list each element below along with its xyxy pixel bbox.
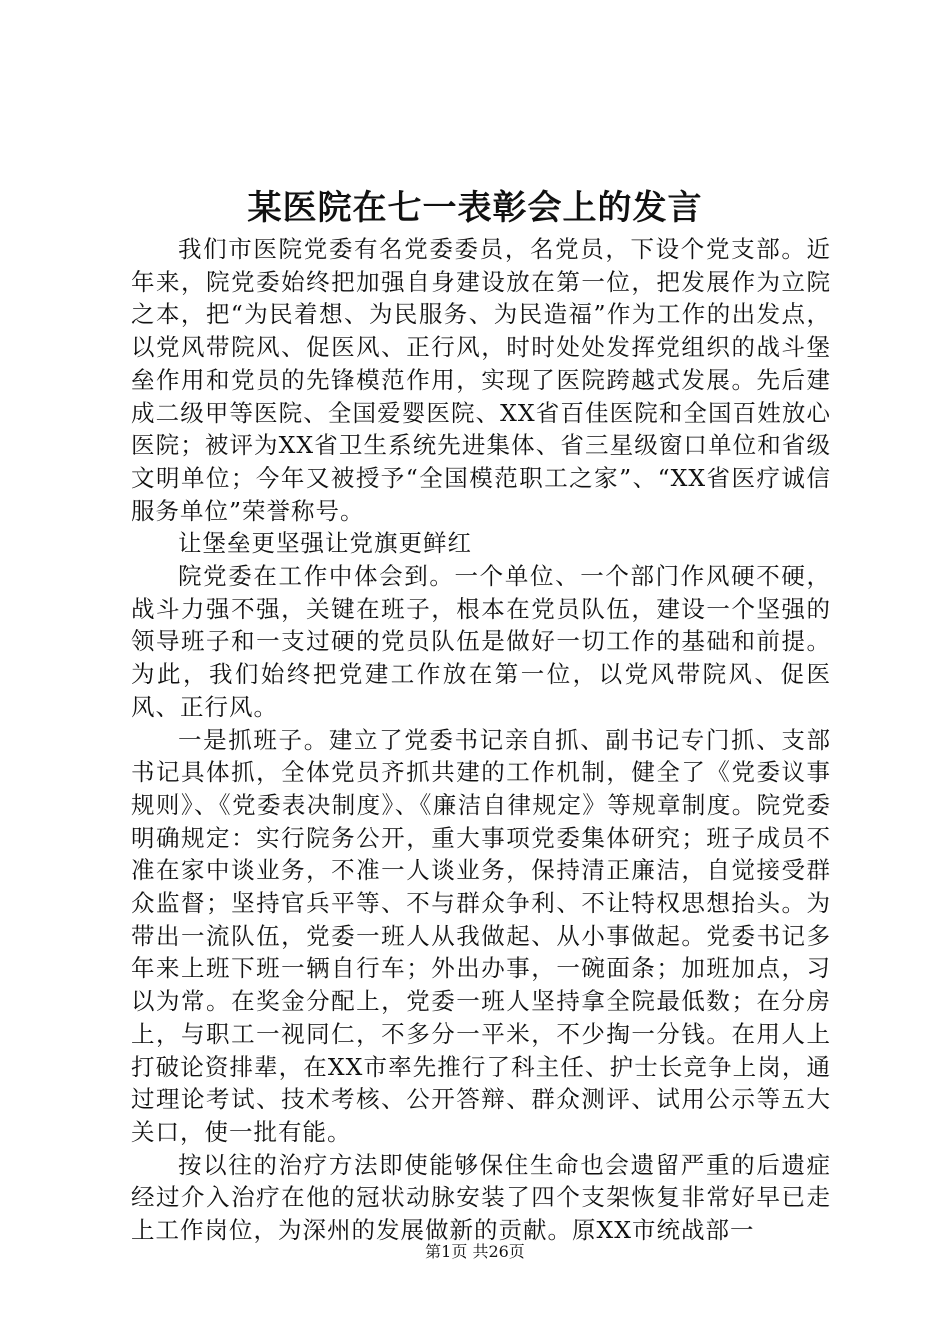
document-title: 某医院在七一表彰会上的发言 — [247, 188, 703, 228]
paragraph-experience: 院党委在工作中体会到。一个单位、一个部门作风硬不硬，战斗力强不强，关键在班子，根本在党员队伍，建设一个坚强的领导班子和一支过硬的党员队伍是做好一切工作的基础和前提。为此，我们始终把党建工作放在第一位，以党风带院风、促医风、正行风。 — [131, 562, 831, 721]
paragraph-intro: 我们市医院党委有名党委委员，名党员，下设个党支部。近年来，院党委始终把加强自身建设放在第一位，把发展作为立院之本，把“为民着想、为民服务、为民造福”作为工作的出发点，以党风带院风、促医风、正行风，时时处处发挥党组织的战斗堡垒作用和党员的先锋模范作用，实现了医院跨越式发展。先后建成二级甲等医院、全国爱婴医院、XX省百佳医院和全国百姓放心医院；被评为XX省卫生系统先进集体、省三星级窗口单位和省级文明单位；今年又被授予“全国模范职工之家”、“XX省医疗诚信服务单位”荣誉称号。 — [131, 235, 831, 525]
section-heading: 让堡垒更坚强让党旗更鲜红 — [178, 529, 472, 558]
paragraph-leadership: 一是抓班子。建立了党委书记亲自抓、副书记专门抓、支部书记具体抓，全体党员齐抓共建的工作机制，健全了《党委议事规则》、《党委表决制度》、《廉洁自律规定》等规章制度。院党委明确规定：实行院务公开，重大事项党委集体研究；班子成员不准在家中谈业务，不准一人谈业务，保持清正廉洁，自觉接受群众监督；坚持官兵平等、不与群众争利、不让特权思想抬头。为带出一流队伍，党委一班人从我做起、从小事做起。党委书记多年来上班下班一辆自行车；外出办事，一碗面条；加班加点，习以为常。在奖金分配上，党委一班人坚持拿全院最低数；在分房上，与职工一视同仁，不多分一平米，不少掏一分钱。在用人上打破论资排辈，在XX市率先推行了科主任、护士长竞争上岗，通过理论考试、技术考核、公开答辩、群众测评、试用公示等五大关口，使一批有能。 — [131, 725, 831, 1146]
document-body — [131, 233, 831, 1247]
paragraph-treatment: 按以往的治疗方法即使能够保住生命也会遗留严重的后遗症经过介入治疗在他的冠状动脉安装了四个支架恢复非常好早已走上工作岗位，为深州的发展做新的贡献。原XX市统战部一 — [131, 1150, 831, 1245]
page-footer: 第1页 共26页 — [425, 1242, 525, 1261]
